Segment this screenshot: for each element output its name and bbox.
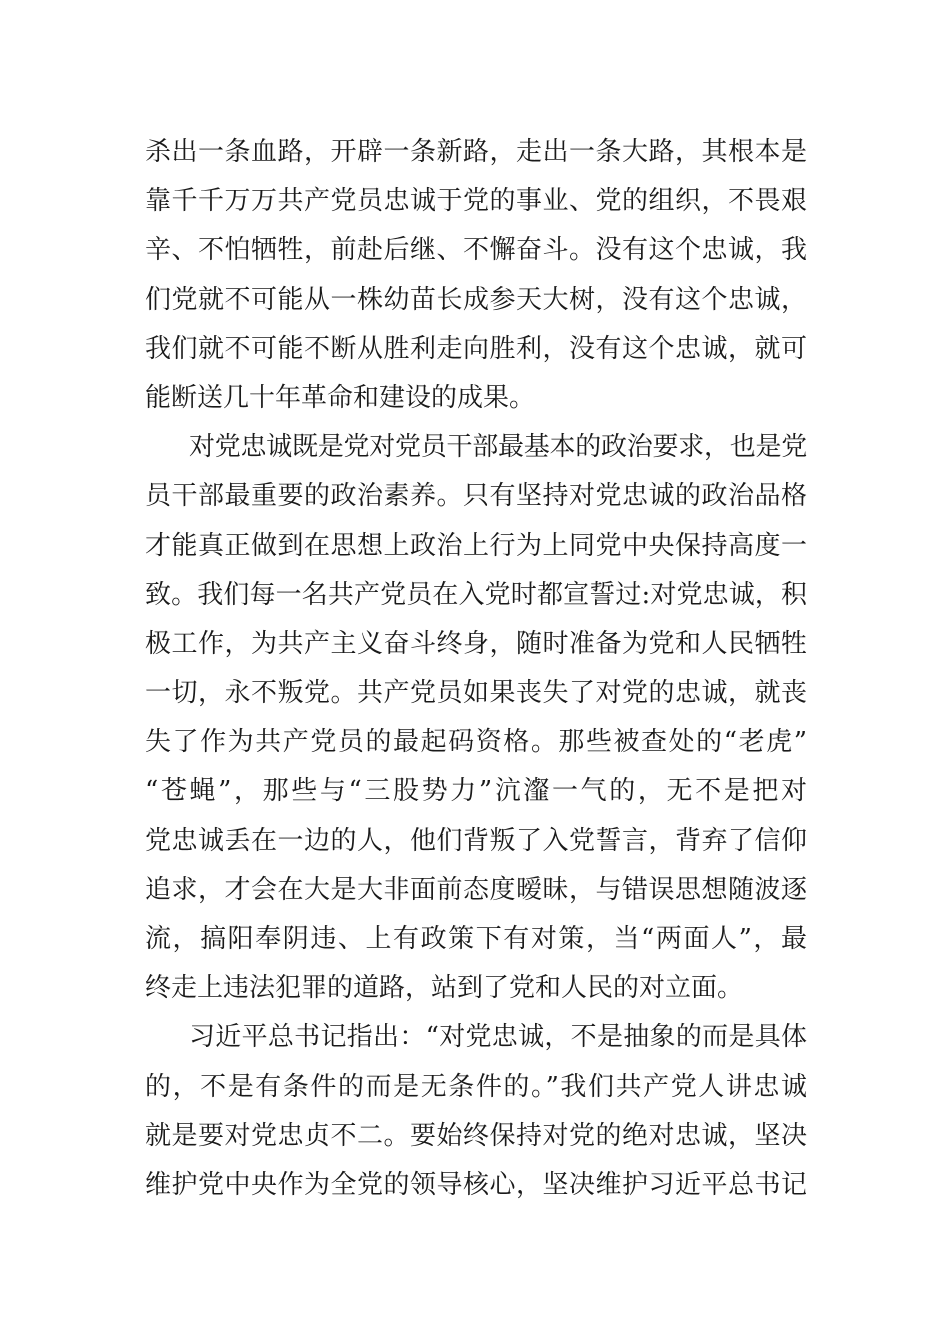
text-line: 能断送几十年革命和建设的成果。	[145, 382, 536, 413]
text-line: 们党就不可能从一株幼苗长成参天大树，没有这个忠诚，	[145, 284, 807, 315]
text-line: 终走上违法犯罪的道路，站到了党和人民的对立面。	[145, 973, 744, 1004]
text-line: 就是要对党忠贞不二。要始终保持对党的绝对忠诚，坚决	[145, 1120, 807, 1151]
text-line: 辛、不怕牺牲，前赴后继、不懈奋斗。没有这个忠诚，我	[145, 235, 807, 266]
text-line: 追求，才会在大是大非面前态度暧昧，与错误思想随波逐	[145, 874, 807, 905]
text-line: “苍蝇”，那些与“三股势力”沆瀣一气的，无不是把对	[145, 776, 807, 807]
text-line: 一切，永不叛党。共产党员如果丧失了对党的忠诚，就丧	[145, 678, 807, 709]
text-line: 的，不是有条件的而是无条件的。”我们共产党人讲忠诚	[145, 1071, 807, 1102]
text-line: 失了作为共产党员的最起码资格。那些被查处的“老虎”	[145, 727, 807, 758]
text-line: 党忠诚丢在一边的人，他们背叛了入党誓言，背弃了信仰	[145, 825, 807, 856]
text-line: 极工作，为共产主义奋斗终身，随时准备为党和人民牺牲	[145, 628, 807, 659]
text-line: 才能真正做到在思想上政治上行为上同党中央保持高度一	[145, 530, 807, 561]
text-line: 习近平总书记指出：“对党忠诚，不是抽象的而是具体	[189, 1022, 807, 1053]
text-line: 员干部最重要的政治素养。只有坚持对党忠诚的政治品格	[145, 481, 807, 512]
text-line: 杀出一条血路，开辟一条新路，走出一条大路，其根本是	[145, 137, 807, 167]
paragraph-1	[145, 128, 807, 423]
text-line: 致。我们每一名共产党员在入党时都宣誓过:对党忠诚，积	[145, 579, 807, 610]
text-line: 对党忠诚既是党对党员干部最基本的政治要求，也是党	[189, 432, 807, 463]
text-line: 维护党中央作为全党的领导核心，坚决维护习近平总书记	[145, 1169, 807, 1200]
text-line: 靠千千万万共产党员忠诚于党的事业、党的组织，不畏艰	[145, 186, 807, 217]
text-line: 我们就不可能不断从胜利走向胜利，没有这个忠诚，就可	[145, 333, 807, 364]
document-body	[145, 128, 807, 1210]
paragraph-2	[145, 423, 807, 1013]
text-line: 流，搞阳奉阴违、上有政策下有对策，当“两面人”，最	[145, 924, 807, 954]
paragraph-3	[145, 1013, 807, 1210]
